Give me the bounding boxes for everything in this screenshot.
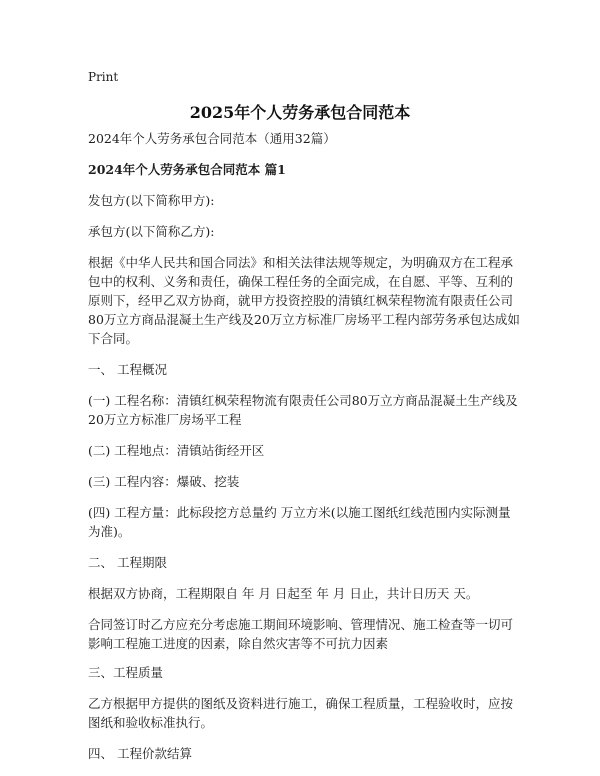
document-subtitle: 2024年个人劳务承包合同范本（通用32篇） [88, 131, 336, 146]
section-3-heading: 三、工程质量 [88, 665, 164, 680]
document-title: 2025年个人劳务承包合同范本 [189, 103, 411, 122]
section-2-heading: 二、 工程期限 [88, 555, 167, 570]
section-heading: 2024年个人劳务承包合同范本 篇1 [88, 162, 286, 177]
project-content-item: (三) 工程内容：爆破、挖装 [88, 474, 240, 489]
party-b-line: 承包方(以下简称乙方): [88, 224, 215, 239]
schedule-factors-paragraph: 合同签订时乙方应充分考虑施工期间环境影响、管理情况、施工检查等一切可影响工程施工进度的因素，除自然灾害等不可抗力因素 [88, 617, 514, 651]
document-body [88, 129, 520, 775]
party-a-line: 发包方(以下简称甲方): [88, 193, 215, 208]
project-volume-item: (四) 工程方量：此标段挖方总量约 万立方米(以施工图纸红线范围内实际测量为准)。 [88, 505, 511, 539]
print-label: Print [88, 70, 119, 84]
preamble-paragraph: 根据《中华人民共和国合同法》和相关法律法规等规定，为明确双方在工程承包中的权利、义务和责任，确保工程任务的全面完成，在自愿、平等、互利的原则下，经甲乙双方协商，就甲方投资控股的清镇红枫荣程物流有限责任公司80万立方商品混凝土生产线及20万立方标准厂房场平工程内部劳务承包达成如下合同。 [88, 255, 520, 346]
section-1-heading: 一、 工程概况 [88, 362, 167, 377]
project-name-item: (一) 工程名称：清镇红枫荣程物流有限责任公司80万立方商品混凝土生产线及20万立方标准厂房场平工程 [88, 393, 518, 427]
term-paragraph: 根据双方协商，工程期限自 年 月 日起至 年 月 日止，共计日历天 天。 [88, 586, 479, 601]
section-4-heading: 四、 工程价款结算 [88, 746, 192, 761]
project-location-item: (二) 工程地点：清镇站街经开区 [88, 443, 265, 458]
quality-paragraph: 乙方根据甲方提供的图纸及资料进行施工，确保工程质量，工程验收时，应按图纸和验收标准执行。 [88, 696, 514, 730]
